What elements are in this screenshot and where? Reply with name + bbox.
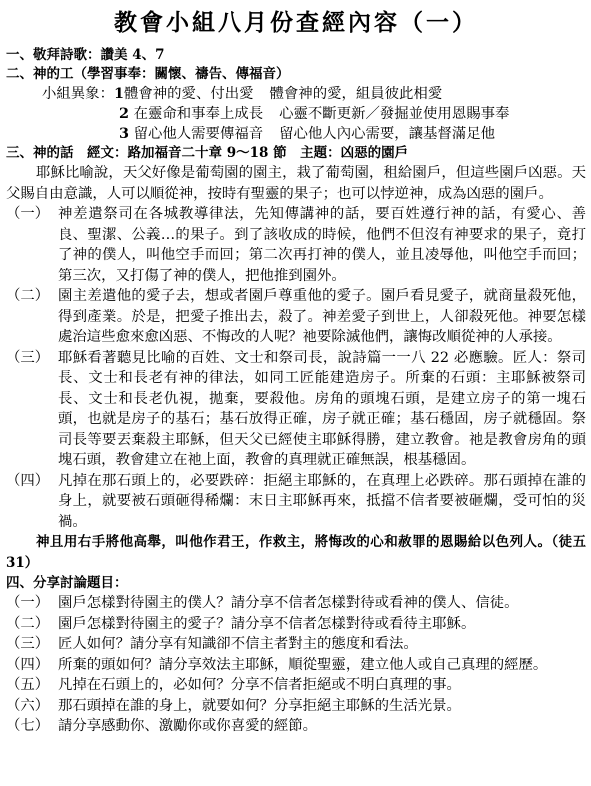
vision-detail: 體會神的愛，組員彼此相愛 [269, 86, 443, 102]
question-item [6, 696, 586, 717]
vision-number: 1 [113, 85, 124, 102]
question-number: （六） [6, 697, 50, 714]
section-worship-heading: 一、敬拜詩歌：讚美 4、7 [6, 47, 165, 63]
key-verse: 神且用右手將他高舉，叫他作君王，作救主，將悔改的心和赦罪的恩賜給以色列人。（徒五 31） [6, 534, 586, 571]
page-title: 教會小組八月份查經內容（一） [114, 9, 478, 36]
vision-goal: 體會神的愛、付出愛 [123, 86, 254, 102]
item-text: 神差遣祭司在各城教導律法，先知傳講神的話，要百姓遵行神的話，有愛心、善良、聖潔、公義…的果子。到了該收成的時候，他們不但沒有神要求的果子，竟打了神的僕人，叫他空手而回；第二次再打神的僕人，並且凌辱他，叫他空手而回；第三次，又打傷了神的僕人，把他推到園外。 [58, 206, 586, 284]
question-text: 那石頭掉在誰的身上，就要如何？分享拒絕主耶穌的生活光景。 [58, 697, 461, 714]
question-item [6, 655, 586, 676]
question-text: 請分享感動你、激勵你或你喜愛的經節。 [58, 718, 318, 734]
item-number: （二） [6, 288, 50, 304]
question-text: 凡掉在石頭上的，必如何？分享不信者拒絕或不明白真理的事。 [58, 677, 461, 693]
vision-detail: 留心他人內心需要，讓基督滿足他 [279, 126, 495, 142]
question-number: （二） [6, 615, 50, 632]
section-discussion-heading: 四、分享討論題目： [6, 575, 128, 591]
question-number: （三） [6, 636, 50, 652]
question-item [6, 634, 586, 655]
question-item [6, 614, 586, 635]
question-item [6, 716, 586, 737]
vision-goal: 在靈命和事奉上成長 [133, 106, 264, 122]
document-page [6, 8, 586, 737]
item-number: （四） [6, 472, 50, 489]
question-number: （一） [6, 595, 50, 611]
question-text: 所棄的頭如何？請分享效法主耶穌，順從聖靈，建立他人或自己真理的經歷。 [58, 656, 548, 673]
intro-paragraph: 耶穌比喻說，天父好像是葡萄園的園主，栽了葡萄園，租給園戶，但這些園戶凶惡。天父賜自由意識，人可以順從神，按時有聖靈的果子；也可以悖逆神，成為凶惡的園戶。 [6, 165, 586, 202]
study-item [6, 471, 586, 533]
vision-goal: 留心他人需要傳福音 [133, 126, 264, 142]
study-item [6, 286, 586, 348]
question-number: （七） [6, 718, 50, 734]
vision-number: 3 [119, 125, 130, 142]
vision-label: 小組異象： [42, 86, 114, 102]
question-item [6, 675, 586, 696]
question-item [6, 593, 586, 614]
question-text: 園戶怎樣對待園主的僕人？請分享不信者怎樣對待或看神的僕人、信徒。 [58, 595, 519, 611]
vision-row-1 [6, 84, 586, 104]
question-number: （五） [6, 677, 50, 693]
vision-number: 2 [119, 105, 130, 122]
item-number: （一） [6, 206, 50, 222]
item-text: 耶穌看著聽見比喻的百姓、文士和祭司長，說詩篇一一八 22 必應驗。匠人：祭司長、文士和長老有神的律法，如同工匠能建造房子。所棄的石頭：主耶穌被祭司長、文士和長老仇視，拋棄，要殺他。房角的頭塊石頭，是建立房子的第一塊石頭，也就是房子的基石；基石放得正確，房子就正確；基石穩固，房子就穩固。祭司長等要丟棄殺主耶穌，但天父已經使主耶穌得勝，建立教會。祂是教會房角的頭塊石頭，教會建立在祂上面，教會的真理就正確無誤，根基穩固。 [58, 349, 586, 468]
question-number: （四） [6, 656, 50, 673]
vision-row-2 [6, 104, 586, 124]
vision-row-3 [6, 124, 586, 144]
item-number: （三） [6, 349, 50, 366]
item-text: 園主差遣他的愛子去，想或者園戶尊重他的愛子。園戶看見愛子，就商量殺死他，得到產業。於是，把愛子推出去，殺了。神差愛子到世上，人卻殺死他。神要怎樣處治這些愈來愈凶惡、不悔改的人呢？祂要除滅他們，讓悔改順從神的人承接。 [58, 288, 586, 345]
study-item [6, 348, 586, 471]
vision-detail: 心靈不斷更新／發掘並使用恩賜事奉 [279, 106, 510, 122]
section-work-heading: 二、神的工（學習事奉：關懷、禱告、傳福音） [6, 66, 290, 82]
item-text: 凡掉在那石頭上的，必要跌碎：拒絕主耶穌的，在真理上必跌碎。那石頭掉在誰的身上，就要被石頭砸得稀爛：末日主耶穌再來，抵擋不信者要被砸爛，受可怕的災禍。 [58, 472, 586, 530]
study-item [6, 204, 586, 286]
question-text: 匠人如何？請分享有知識卻不信主者對主的態度和看法。 [58, 636, 418, 652]
section-word-heading: 三、神的話 經文：路加福音二十章 9～18 節 主題：凶惡的園戶 [6, 145, 409, 161]
question-text: 園戶怎樣對待園主的愛子？請分享不信者怎樣對待或看待主耶穌。 [58, 615, 476, 632]
